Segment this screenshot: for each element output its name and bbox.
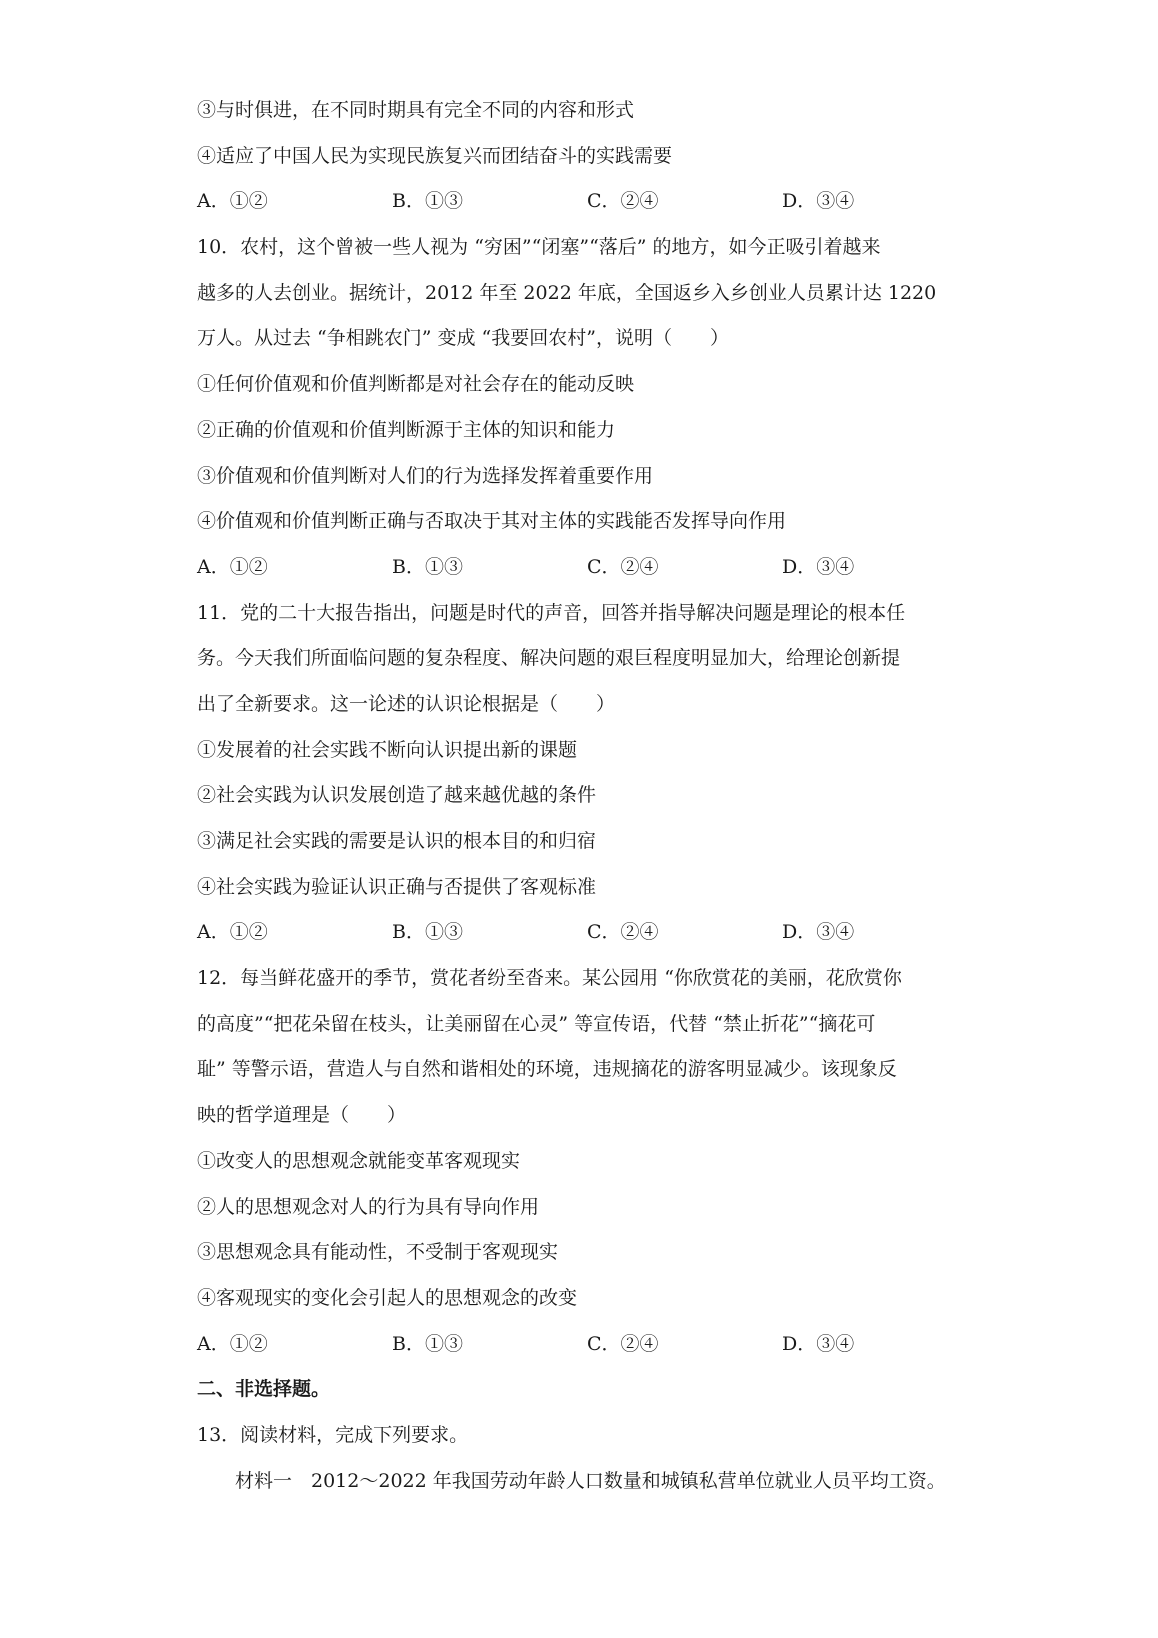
q12-statement-1: ①改变人的思想观念就能变革客观现实 bbox=[197, 1149, 521, 1172]
q10-option-d: D．③④ bbox=[782, 555, 855, 578]
q12-statement-3: ③思想观念具有能动性，不受制于客观现实 bbox=[197, 1241, 559, 1264]
q12-option-b: B．①③ bbox=[392, 1332, 463, 1355]
exam-page bbox=[197, 88, 977, 1504]
q11-statement-2: ②社会实践为认识发展创造了越来越优越的条件 bbox=[197, 784, 597, 807]
q12-option-a: A．①② bbox=[197, 1332, 268, 1355]
q12-statement-4: ④客观现实的变化会引起人的思想观念的改变 bbox=[197, 1286, 578, 1309]
q9-option-c: C．②④ bbox=[587, 190, 659, 213]
q11-stem-line-2: 务。今天我们所面临问题的复杂程度、解决问题的艰巨程度明显加大，给理论创新提 bbox=[197, 647, 901, 670]
q10-stem-line-3: 万人。从过去 “争相跳农门” 变成 “我要回农村”，说明（ ） bbox=[197, 327, 729, 350]
q12-stem-line-4: 映的哲学道理是（ ） bbox=[197, 1104, 407, 1127]
q11-option-c: C．②④ bbox=[587, 921, 659, 944]
q11-option-b: B．①③ bbox=[392, 921, 463, 944]
q9-option-d: D．③④ bbox=[782, 190, 855, 213]
q11-stem-line-1: 11．党的二十大报告指出，问题是时代的声音，回答并指导解决问题是理论的根本任 bbox=[197, 601, 906, 624]
section-heading: 二、非选择题。 bbox=[197, 1378, 331, 1401]
q12-stem-line-3: 耻” 等警示语，营造人与自然和谐相处的环境，违规摘花的游客明显减少。该现象反 bbox=[197, 1058, 897, 1081]
q10-stem-line-1: 10．农村，这个曾被一些人视为 “穷困”“闭塞”“落后” 的地方，如今正吸引着越来 bbox=[197, 236, 881, 259]
q10-statement-2: ②正确的价值观和价值判断源于主体的知识和能力 bbox=[197, 418, 616, 441]
q12-stem-line-1: 12．每当鲜花盛开的季节，赏花者纷至沓来。某公园用 “你欣赏花的美丽，花欣赏你 bbox=[197, 967, 902, 990]
q10-option-a: A．①② bbox=[197, 555, 268, 578]
q13-material-1: 材料一 2012～2022 年我国劳动年龄人口数量和城镇私营单位就业人员平均工资。 bbox=[235, 1469, 946, 1492]
q12-statement-2: ②人的思想观念对人的行为具有导向作用 bbox=[197, 1195, 540, 1218]
q10-option-c: C．②④ bbox=[587, 555, 659, 578]
q9-option-b: B．①③ bbox=[392, 190, 463, 213]
q11-statement-1: ①发展着的社会实践不断向认识提出新的课题 bbox=[197, 738, 578, 761]
q10-stem-line-2: 越多的人去创业。据统计，2012 年至 2022 年底，全国返乡入乡创业人员累计达 1220 bbox=[197, 281, 937, 304]
q10-option-b: B．①③ bbox=[392, 555, 463, 578]
q11-statement-3: ③满足社会实践的需要是认识的根本目的和归宿 bbox=[197, 830, 597, 852]
q12-options bbox=[197, 1322, 977, 1368]
q11-option-d: D．③④ bbox=[782, 921, 855, 944]
q10-statement-3: ③价值观和价值判断对人们的行为选择发挥着重要作用 bbox=[197, 464, 654, 487]
q11-options bbox=[197, 910, 977, 956]
q13-stem: 13．阅读材料，完成下列要求。 bbox=[197, 1423, 469, 1446]
q11-option-a: A．①② bbox=[197, 921, 268, 944]
q9-statement-3: ③与时俱进，在不同时期具有完全不同的内容和形式 bbox=[197, 99, 635, 121]
q11-stem-line-3: 出了全新要求。这一论述的认识论根据是（ ） bbox=[197, 692, 616, 715]
q9-statement-4: ④适应了中国人民为实现民族复兴而团结奋斗的实践需要 bbox=[197, 144, 673, 167]
q10-statement-4: ④价值观和价值判断正确与否取决于其对主体的实践能否发挥导向作用 bbox=[197, 510, 787, 533]
q9-options bbox=[197, 179, 977, 225]
q9-option-a: A．①② bbox=[197, 190, 268, 213]
q12-option-d: D．③④ bbox=[782, 1332, 855, 1355]
q12-option-c: C．②④ bbox=[587, 1332, 659, 1355]
q10-statement-1: ①任何价值观和价值判断都是对社会存在的能动反映 bbox=[197, 373, 635, 396]
q11-statement-4: ④社会实践为验证认识正确与否提供了客观标准 bbox=[197, 875, 597, 898]
q10-options bbox=[197, 545, 977, 591]
q12-stem-line-2: 的高度”“把花朵留在枝头，让美丽留在心灵” 等宣传语，代替 “禁止折花”“摘花可 bbox=[197, 1012, 876, 1035]
